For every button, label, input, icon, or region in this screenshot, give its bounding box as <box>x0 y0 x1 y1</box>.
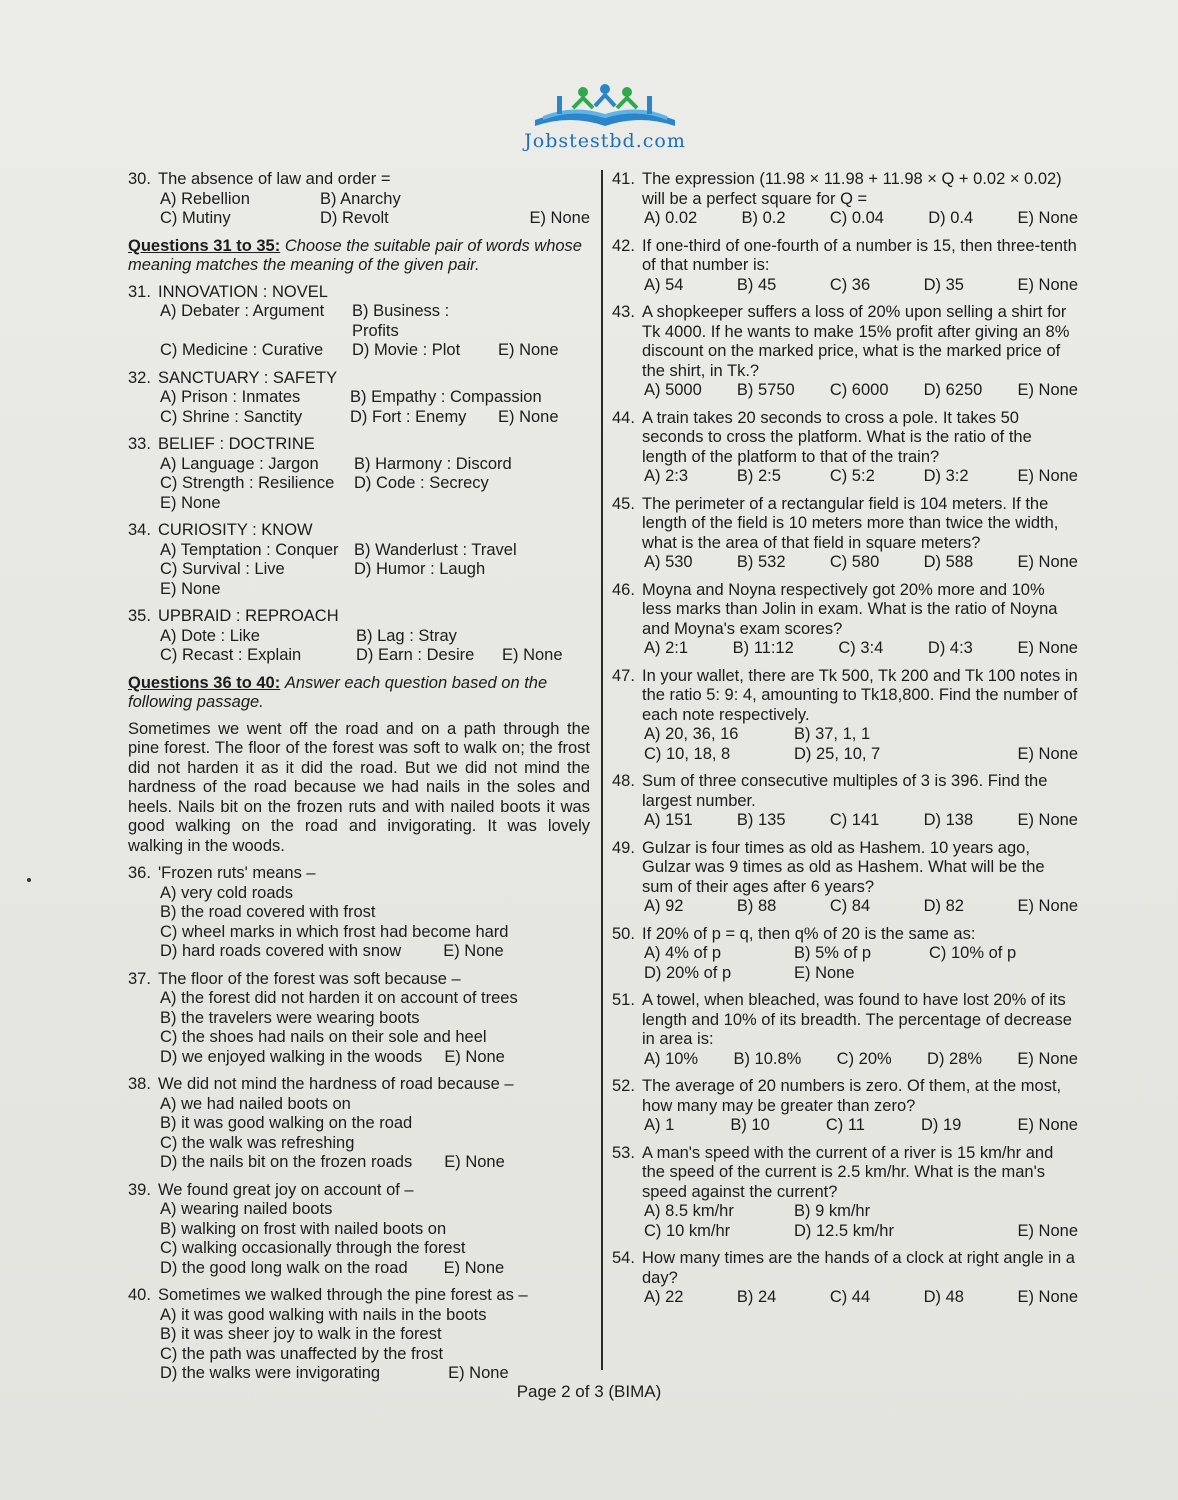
question-44: 44. A train takes 20 seconds to cross a pole. It takes 50 seconds to cross the platform. What is the ratio of the length of the platform to that of the train? A) 2:3 B) 2:5 C) 5:2 D) 3:2 E) None <box>612 408 1078 485</box>
question-40: 40. Sometimes we walked through the pine forest as – A) it was good walking with nails in the boots B) it was sheer joy to walk in the forest C) the path was unaffected by the frost D) the walks were invigorating E) None <box>128 1286 590 1384</box>
option: B) 9 km/hr <box>794 1202 871 1220</box>
option: E) None <box>443 1258 505 1277</box>
question-42: 42. If one-third of one-fourth of a number is 15, then three-tenth of that number is: A) 54 B) 45 C) 36 D) 35 E) None <box>612 236 1078 294</box>
option: D) Revolt <box>320 209 389 227</box>
option: D) 48 <box>923 1288 964 1306</box>
option: A) 4% of p <box>644 944 722 962</box>
option: C) 10, 18, 8 <box>644 744 731 763</box>
option: B) the road covered with frost <box>160 903 376 921</box>
option: D) 3:2 <box>923 467 969 485</box>
option: A) 530 <box>644 553 693 571</box>
option: D) we enjoyed walking in the woods <box>160 1047 423 1066</box>
option: C) the walk was refreshing <box>160 1133 355 1152</box>
option: B) Business : Profits <box>352 302 450 340</box>
option: D) the good long walk on the road <box>160 1258 408 1277</box>
option: A) 22 <box>644 1288 684 1306</box>
option: A) 92 <box>644 897 684 915</box>
option: A) the forest did not harden it on account of trees <box>160 989 518 1007</box>
option: C) 141 <box>829 811 880 829</box>
option: A) Dote : Like <box>160 626 260 645</box>
option: A) wearing nailed boots <box>160 1200 333 1218</box>
option: C) 0.04 <box>829 209 884 227</box>
option: C) Recast : Explain <box>160 646 302 664</box>
option: E) None <box>443 942 504 960</box>
option: E) None <box>1017 897 1078 915</box>
option: B) 37, 1, 1 <box>794 725 871 743</box>
option: D) Movie : Plot <box>352 341 461 359</box>
option: C) wheel marks in which frost had become hard <box>160 922 509 941</box>
option: A) very cold roads <box>160 883 293 902</box>
option: B) Anarchy <box>320 189 401 208</box>
option: D) Earn : Desire <box>356 646 475 664</box>
question-31: 31. INNOVATION : NOVEL A) Debater : Argument B) Business : Profits C) Medicine : Curative D) Movie : Plot E) None <box>128 283 590 361</box>
option: A) Debater : Argument <box>160 302 325 320</box>
option: E) None <box>444 1047 505 1066</box>
option: E) None <box>502 646 563 664</box>
option: A) Prison : Inmates <box>160 388 301 406</box>
option: C) 84 <box>829 897 871 915</box>
option: D) 138 <box>923 811 974 829</box>
question-33: 33. BELIEF : DOCTRINE A) Language : Jargon B) Harmony : Discord C) Strength : Resilience D) Code : Secrecy E) None <box>128 435 590 513</box>
option: D) 25, 10, 7 <box>794 744 881 763</box>
option: B) Lag : Stray <box>356 626 457 645</box>
option: A) 8.5 km/hr <box>644 1202 734 1220</box>
section-heading-36-40: Questions 36 to 40: Answer each question based on the following passage. <box>128 673 548 711</box>
option: A) 1 <box>644 1116 675 1134</box>
option: D) the walks were invigorating <box>160 1364 381 1382</box>
option: A) 54 <box>644 275 684 294</box>
logo-text: Jobstestbd.com <box>524 130 686 152</box>
option: D) Fort : Enemy <box>350 407 467 426</box>
question-46: 46. Moyna and Noyna respectively got 20% more and 10% less marks than Jolin in exam. What is the ratio of Noyna and Moyna's exam scores? A) 2:1 B) 11:12 C) 3:4 D) 4:3 E) None <box>612 580 1078 657</box>
column-divider <box>601 170 603 1370</box>
option: E) None <box>1017 467 1078 485</box>
option: E) None <box>1017 1116 1078 1134</box>
option: D) 35 <box>923 275 964 294</box>
section-heading-31-35: Questions 31 to 35: Choose the suitable pair of words whose meaning matches the meaning of the given pair. <box>128 236 582 274</box>
question-53: 53. A man's speed with the current of a river is 15 km/hr and the speed of the current is 2.5 km/hr. What is the man's speed against the current? A) 8.5 km/hr B) 9 km/hr C) 10 km/hr D) 12.5 km/hr E) None <box>612 1143 1078 1240</box>
option: D) 0.4 <box>928 209 974 227</box>
page-footer: Page 2 of 3 (BIMA) <box>516 1382 662 1401</box>
option: D) Code : Secrecy <box>354 474 489 492</box>
question-37: 37. The floor of the forest was soft because – A) the forest did not harden it on account of trees B) the travelers were wearing boots C) the shoes had nails on their sole and heel D) we enjoyed walking in the woods E) None <box>128 970 590 1068</box>
option: E) None <box>1017 1288 1078 1306</box>
question-45: 45. The perimeter of a rectangular field is 104 meters. If the length of the field is 10 meters more than twice the width, what is the area of that field in square meters? A) 530 B) 532 C) 580 D) 588 E) None <box>612 494 1078 571</box>
option: E) None <box>1017 811 1078 829</box>
option: C) 36 <box>829 275 871 294</box>
option: E) None <box>1017 639 1078 657</box>
option: B) Empathy : Compassion <box>350 388 542 406</box>
question-47: 47. In your wallet, there are Tk 500, Tk 200 and Tk 100 notes in the ratio 5: 9: 4, amounting to Tk18,800. Find the number of each note respectively. A) 20, 36, 16 B) 37, 1, 1 C) 10, 18, 8 D) 25, 10, 7 E) None <box>612 666 1078 763</box>
option: C) Shrine : Sanctity <box>160 407 303 426</box>
option: A) 0.02 <box>644 209 698 227</box>
option: B) 2:5 <box>736 467 781 485</box>
right-column <box>612 170 1078 1316</box>
option: A) Temptation : Conquer <box>160 540 339 559</box>
option: C) 20% <box>836 1049 892 1068</box>
question-41: 41. The expression (11.98 × 11.98 + 11.98 × Q + 0.02 × 0.02) will be a perfect square for Q = A) 0.02 B) 0.2 C) 0.04 D) 0.4 E) None <box>612 170 1078 227</box>
question-30: 30. The absence of law and order = A) Rebellion B) Anarchy C) Mutiny D) Revolt E) None <box>128 170 590 227</box>
option: C) Strength : Resilience <box>160 474 335 492</box>
option: C) 10 km/hr <box>644 1221 731 1240</box>
option: A) 2:3 <box>644 467 689 485</box>
option: B) 10.8% <box>733 1049 802 1068</box>
left-column <box>128 170 590 1392</box>
option: B) 10 <box>730 1116 770 1134</box>
option: E) None <box>1017 744 1078 763</box>
option: E) None <box>160 579 221 598</box>
option: A) 151 <box>644 811 693 829</box>
question-34: 34. CURIOSITY : KNOW A) Temptation : Conquer B) Wanderlust : Travel C) Survival : Live D) Humor : Laugh E) None <box>128 521 590 599</box>
option: C) 11 <box>825 1116 865 1134</box>
question-54: 54. How many times are the hands of a clock at right angle in a day? A) 22 B) 24 C) 44 D) 48 E) None <box>612 1249 1078 1306</box>
option: E) None <box>1017 1221 1078 1240</box>
question-50: 50. If 20% of p = q, then q% of 20 is the same as: A) 4% of p B) 5% of p C) 10% of p D) 20% of p E) None <box>612 925 1078 984</box>
option: A) 5000 <box>644 381 702 399</box>
reading-passage: Sometimes we went off the road and on a path through the pine forest. The floor of the forest was soft to walk on; the frost did not harden it as it did the road. But we did not mind the hardness of the road because we had nails in the soles and heels. Nails bit on the frozen ruts and with nailed boots it was good walking on the road and invigorating. It was lovely walking in the woods. <box>128 719 590 855</box>
option: C) Mutiny <box>160 209 231 227</box>
option: C) Medicine : Curative <box>160 341 324 359</box>
option: E) None <box>160 493 221 512</box>
option: D) 20% of p <box>644 963 732 982</box>
option: E) None <box>794 963 855 982</box>
question-43: 43. A shopkeeper suffers a loss of 20% upon selling a shirt for Tk 4000. If he wants to make 15% profit after giving an 8% discount on the marked price, what is the marked price of the shirt, in Tk.? A) 5000 B) 5750 C) 6000 D) 6250 E) None <box>612 303 1078 399</box>
option: D) 6250 <box>923 381 983 399</box>
question-38: 38. We did not mind the hardness of road because – A) we had nailed boots on B) it was good walking on the road C) the walk was refreshing D) the nails bit on the frozen roads E) None <box>128 1075 590 1173</box>
question-51: 51. A towel, when bleached, was found to have lost 20% of its length and 10% of its breadth. The percentage of decrease in area is: A) 10% B) 10.8% C) 20% D) 28% E) None <box>612 991 1078 1068</box>
option: B) 11:12 <box>732 639 794 657</box>
option: E) None <box>1017 275 1078 294</box>
option: D) 82 <box>923 897 964 915</box>
option: E) None <box>1017 381 1078 399</box>
question-49: 49. Gulzar is four times as old as Hashem. 10 years ago, Gulzar was 9 times as old as Hashem. What will be the sum of their ages after 6 years? A) 92 B) 88 C) 84 D) 82 E) None <box>612 838 1078 915</box>
option: A) 10% <box>644 1049 699 1068</box>
option: B) Wanderlust : Travel <box>354 540 517 559</box>
option: D) 4:3 <box>927 639 973 657</box>
option: C) 5:2 <box>829 467 875 485</box>
option: D) 12.5 km/hr <box>794 1221 894 1240</box>
option: A) it was good walking with nails in the boots <box>160 1305 487 1324</box>
question-32: 32. SANCTUARY : SAFETY A) Prison : Inmates B) Empathy : Compassion C) Shrine : Sanctity D) Fort : Enemy E) None <box>128 369 590 428</box>
option: B) Harmony : Discord <box>354 454 512 473</box>
stray-mark <box>27 878 31 882</box>
option: C) the shoes had nails on their sole and heel <box>160 1028 487 1046</box>
option: B) 88 <box>736 897 777 915</box>
option: A) 2:1 <box>644 639 689 657</box>
question-39: 39. We found great joy on account of – A) wearing nailed boots B) walking on frost with nailed boots on C) walking occasionally through the forest D) the good long walk on the road E) None <box>128 1181 590 1279</box>
option: E) None <box>498 407 559 426</box>
option: D) the nails bit on the frozen roads <box>160 1153 413 1171</box>
option: B) the travelers were wearing boots <box>160 1008 420 1027</box>
option: D) Humor : Laugh <box>354 560 486 578</box>
logo-book-icon <box>495 82 715 132</box>
option: B) 135 <box>736 811 786 829</box>
option: E) None <box>1017 553 1078 571</box>
option: B) it was good walking on the road <box>160 1114 413 1132</box>
option: B) it was sheer joy to walk in the forest <box>160 1325 442 1343</box>
option: D) 28% <box>927 1049 983 1068</box>
question-52: 52. The average of 20 numbers is zero. Of them, at the most, how many may be greater than zero? A) 1 B) 10 C) 11 D) 19 E) None <box>612 1077 1078 1134</box>
question-35: 35. UPBRAID : REPROACH A) Dote : Like B) Lag : Stray C) Recast : Explain D) Earn : Desire E) None <box>128 607 590 666</box>
option: D) 588 <box>923 553 974 571</box>
option: A) we had nailed boots on <box>160 1094 351 1113</box>
option: B) 24 <box>736 1288 777 1306</box>
option: E) None <box>444 1153 505 1171</box>
option: C) 6000 <box>829 381 889 399</box>
option: D) 19 <box>921 1116 962 1134</box>
question-36: 36. 'Frozen ruts' means – A) very cold roads B) the road covered with frost C) wheel marks in which frost had become hard D) hard roads covered with snow E) None <box>128 864 590 962</box>
option: B) 5% of p <box>794 944 872 962</box>
option: B) 5750 <box>736 381 795 399</box>
option: C) 3:4 <box>838 639 884 657</box>
option: E) None <box>498 341 559 359</box>
option: A) Language : Jargon <box>160 454 319 473</box>
option: B) 0.2 <box>741 209 786 227</box>
option: B) 532 <box>736 553 786 571</box>
question-48: 48. Sum of three consecutive multiples of 3 is 396. Find the largest number. A) 151 B) 135 C) 141 D) 138 E) None <box>612 772 1078 829</box>
option: B) 45 <box>736 275 777 294</box>
option: C) walking occasionally through the forest <box>160 1239 466 1257</box>
option: E) None <box>448 1364 509 1382</box>
option: E) None <box>1017 1049 1078 1068</box>
option: C) 580 <box>829 553 880 571</box>
option: A) 20, 36, 16 <box>644 725 739 743</box>
option: C) 44 <box>829 1288 871 1306</box>
site-logo <box>495 82 715 154</box>
option: D) hard roads covered with snow <box>160 942 402 960</box>
option: C) Survival : Live <box>160 560 285 578</box>
option: A) Rebellion <box>160 189 250 208</box>
option: C) 10% of p <box>929 944 1017 962</box>
option: E) None <box>1017 209 1078 227</box>
option: E) None <box>529 209 590 227</box>
option: C) the path was unaffected by the frost <box>160 1344 444 1363</box>
option: B) walking on frost with nailed boots on <box>160 1219 447 1238</box>
